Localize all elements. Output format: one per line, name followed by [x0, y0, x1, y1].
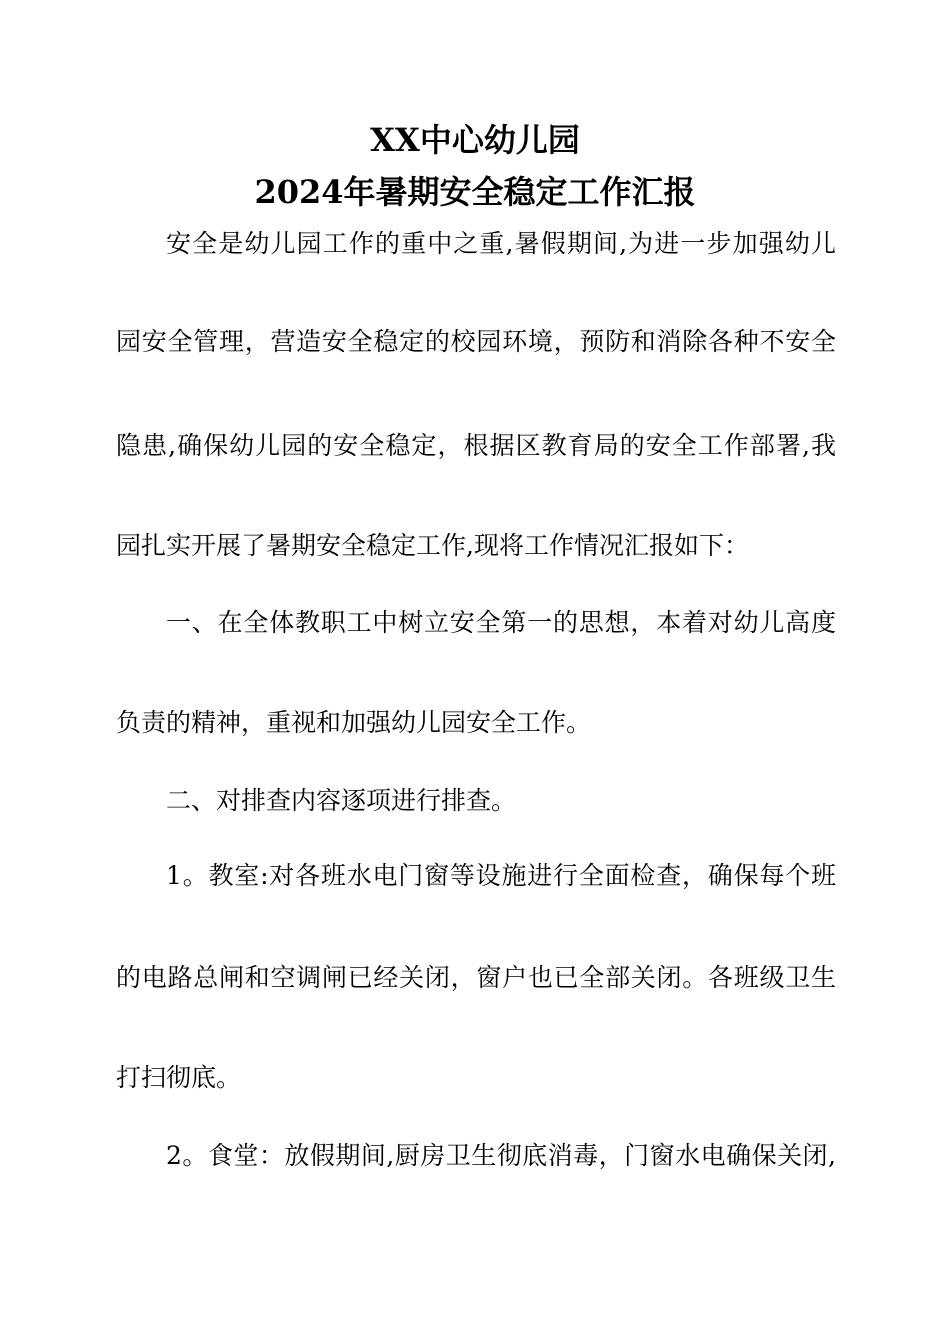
paragraph-line: 隐患,确保幼儿园的安全稳定，根据区教育局的安全工作部署,我 [116, 431, 836, 460]
paragraph-line: 负责的精神，重视和加强幼儿园安全工作。 [116, 708, 592, 737]
document-title-school: XX中心幼儿园 [370, 121, 580, 159]
paragraph-line: 园扎实开展了暑期安全稳定工作,现将工作情况汇报如下： [116, 531, 749, 560]
paragraph-line: 二、对排查内容逐项进行排查。 [166, 786, 517, 815]
paragraph-line: 2。食堂：放假期间,厨房卫生彻底消毒，门窗水电确保关闭, [166, 1141, 836, 1170]
paragraph-line: 打扫彻底。 [116, 1063, 242, 1092]
paragraph-line: 安全是幼儿园工作的重中之重,暑假期间,为进一步加强幼儿 [166, 229, 836, 258]
document-title-report: 2024年暑期安全稳定工作汇报 [254, 173, 696, 211]
paragraph-line: 一、在全体教职工中树立安全第一的思想，本着对幼儿高度 [166, 608, 836, 637]
paragraph-line: 的电路总闸和空调闸已经关闭，窗户也已全部关闭。各班级卫生 [116, 963, 836, 992]
paragraph-line: 1。教室:对各班水电门窗等设施进行全面检查，确保每个班 [166, 861, 836, 890]
paragraph-line: 园安全管理，营造安全稳定的校园环境，预防和消除各种不安全 [116, 327, 836, 356]
